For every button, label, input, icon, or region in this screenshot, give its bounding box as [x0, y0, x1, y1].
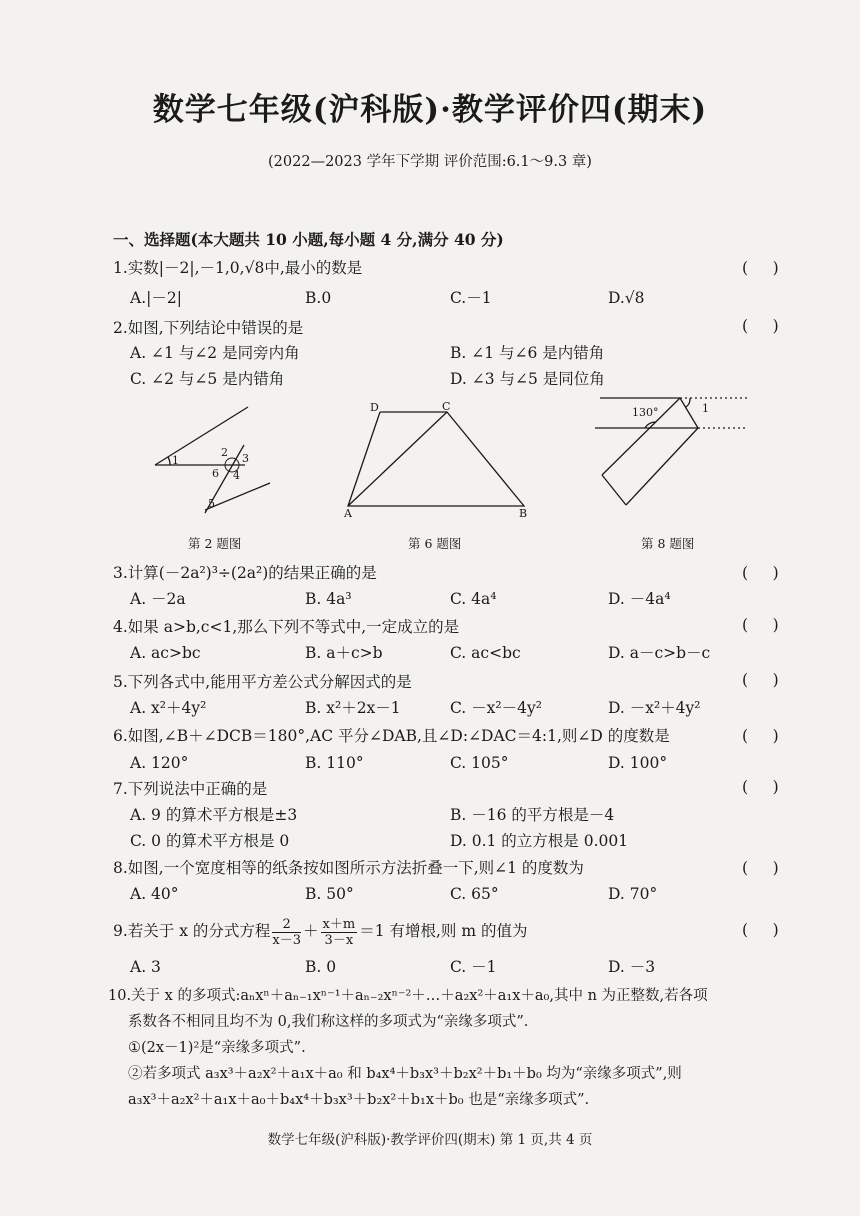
- q3-answer-paren: ( ): [742, 564, 779, 582]
- q1-option-c: C.－1: [450, 289, 492, 307]
- q3-option-c: C. 4a⁴: [450, 590, 497, 608]
- q3-option-a: A. －2a: [130, 590, 186, 608]
- fig8-label-1: 1: [702, 402, 709, 415]
- q9-stem: [113, 914, 527, 948]
- q7-option-a: A. 9 的算术平方根是±3: [130, 806, 298, 824]
- q2-option-a: A. ∠1 与∠2 是同旁内角: [130, 344, 300, 362]
- q3-stem: 3.计算(－2a²)³÷(2a²)的结果正确的是: [113, 564, 377, 582]
- figure-q2: [150, 395, 290, 520]
- q8-option-c: C. 65°: [450, 885, 499, 903]
- fig2-arc-1: [168, 457, 170, 465]
- fig8-caption: 第 8 题图: [641, 536, 695, 551]
- q4-option-a: A. ac>bc: [130, 644, 201, 662]
- q4-stem: 4.如果 a>b,c<1,那么下列不等式中,一定成立的是: [113, 618, 460, 636]
- q7-option-c: C. 0 的算术平方根是 0: [130, 832, 290, 850]
- fig2-label-4: 4: [233, 469, 240, 482]
- q7-answer-paren: ( ): [742, 778, 779, 796]
- fig8-arc-1: [686, 398, 690, 407]
- q1-answer-paren: ( ): [742, 259, 779, 277]
- q1-option-d: D.√8: [608, 289, 645, 307]
- q10-line-2: 系数各不相同且均不为 0,我们称这样的多项式为“亲缘多项式”.: [128, 1014, 529, 1030]
- q9-plus: ＋: [303, 922, 319, 940]
- q5-answer-paren: ( ): [742, 671, 779, 689]
- fig8-strip-right: [626, 428, 698, 505]
- figure-q6: [340, 398, 540, 518]
- q1-option-b: B.0: [305, 289, 332, 307]
- fig2-label-1: 1: [172, 454, 179, 467]
- q2-stem: 2.如图,下列结论中错误的是: [113, 319, 304, 337]
- q4-answer-paren: ( ): [742, 616, 779, 634]
- q9-stem-pre: 9.若关于 x 的分式方程: [113, 922, 271, 940]
- q5-option-c: C. －x²－4y²: [450, 699, 542, 717]
- fig6-caption: 第 6 题图: [408, 536, 462, 551]
- q6-option-c: C. 105°: [450, 754, 509, 772]
- q5-option-b: B. x²＋2x－1: [305, 699, 401, 717]
- q3-option-b: B. 4a³: [305, 590, 352, 608]
- q8-option-a: A. 40°: [130, 885, 179, 903]
- q9-option-a: A. 3: [130, 958, 161, 976]
- q1-option-a: A.|－2|: [130, 289, 182, 307]
- fig2-label-6: 6: [212, 467, 219, 480]
- fig6-label-d: D: [370, 401, 379, 414]
- q10-statement-1: ①(2x－1)²是“亲缘多项式”.: [128, 1040, 306, 1056]
- fig6-label-c: C: [442, 400, 451, 413]
- q4-option-d: D. a－c>b－c: [608, 644, 711, 662]
- q9-option-c: C. －1: [450, 958, 497, 976]
- q7-option-b: B. －16 的平方根是－4: [450, 806, 615, 824]
- q8-stem: 8.如图,一个宽度相等的纸条按如图所示方法折叠一下,则∠1 的度数为: [113, 859, 584, 877]
- q5-option-a: A. x²＋4y²: [130, 699, 207, 717]
- q9-option-b: B. 0: [305, 958, 337, 976]
- q8-answer-paren: ( ): [742, 859, 779, 877]
- q2-option-b: B. ∠1 与∠6 是内错角: [450, 344, 605, 362]
- page-subtitle: (2022—2023 学年下学期 评价范围:6.1～9.3 章): [268, 154, 592, 170]
- fig2-caption: 第 2 题图: [188, 536, 242, 551]
- q4-option-b: B. a＋c>b: [305, 644, 383, 662]
- fig6-trapezoid: [348, 412, 524, 506]
- q2-answer-paren: ( ): [742, 317, 779, 335]
- q7-stem: 7.下列说法中正确的是: [113, 780, 268, 798]
- q9-frac1-numerator: 2: [272, 917, 301, 933]
- q10-statement-2-line-2: a₃x³＋a₂x²＋a₁x＋a₀＋b₄x⁴＋b₃x³＋b₂x²＋b₁x＋b₀ 也是“亲缘多项式”.: [128, 1092, 590, 1108]
- fig2-line-upper: [155, 407, 248, 465]
- q9-option-d: D. －3: [608, 958, 656, 976]
- fig2-label-3: 3: [242, 452, 249, 465]
- section-heading: 一、选择题(本大题共 10 小题,每小题 4 分,满分 40 分): [113, 230, 504, 249]
- fig2-label-2: 2: [221, 446, 228, 459]
- q8-option-d: D. 70°: [608, 885, 658, 903]
- q10-statement-2-line-1: ②若多项式 a₃x³＋a₂x²＋a₁x＋a₀ 和 b₄x⁴＋b₃x³＋b₂x²＋b₁＋b₀ 均为“亲缘多项式”,则: [128, 1066, 682, 1082]
- q9-fraction-1: [272, 917, 301, 948]
- q6-stem: 6.如图,∠B＋∠DCB＝180°,AC 平分∠DAB,且∠D:∠DAC＝4:1,则∠D 的度数是: [113, 727, 670, 745]
- fig8-label-130: 130°: [632, 406, 659, 419]
- q2-option-d: D. ∠3 与∠5 是同位角: [450, 370, 605, 388]
- fig8-strip-end: [602, 475, 626, 505]
- q9-fraction-2: [321, 917, 358, 948]
- q9-stem-post: ＝1 有增根,则 m 的值为: [359, 922, 528, 940]
- figure-q8: [590, 390, 750, 520]
- fig6-diagonal-ac: [348, 412, 447, 506]
- q6-option-a: A. 120°: [130, 754, 189, 772]
- q9-answer-paren: ( ): [742, 921, 779, 939]
- q3-option-d: D. －4a⁴: [608, 590, 671, 608]
- fig2-label-5: 5: [208, 497, 215, 510]
- q9-frac2-denominator: 3－x: [324, 932, 354, 948]
- q6-answer-paren: ( ): [742, 727, 779, 745]
- q10-line-1: 10.关于 x 的多项式:aₙxⁿ＋aₙ₋₁xⁿ⁻¹＋aₙ₋₂xⁿ⁻²＋…＋a₂x²＋a₁x＋a₀,其中 n 为正整数,若各项: [108, 988, 708, 1004]
- q5-option-d: D. －x²＋4y²: [608, 699, 701, 717]
- q2-option-c: C. ∠2 与∠5 是内错角: [130, 370, 285, 388]
- q7-option-d: D. 0.1 的立方根是 0.001: [450, 832, 629, 850]
- q1-stem: 1.实数|－2|,－1,0,√8中,最小的数是: [113, 259, 363, 277]
- page-title: 数学七年级(沪科版)·教学评价四(期末): [152, 92, 708, 128]
- page-footer: 数学七年级(沪科版)·教学评价四(期末) 第 1 页,共 4 页: [267, 1132, 593, 1148]
- q8-option-b: B. 50°: [305, 885, 354, 903]
- fig6-label-b: B: [519, 507, 528, 520]
- q9-frac1-denominator: x－3: [272, 932, 301, 948]
- q6-option-b: B. 110°: [305, 754, 364, 772]
- q4-option-c: C. ac<bc: [450, 644, 521, 662]
- q9-frac2-numerator: x＋m: [322, 916, 356, 932]
- q5-stem: 5.下列各式中,能用平方差公式分解因式的是: [113, 673, 412, 691]
- fig6-label-a: A: [344, 507, 352, 520]
- q6-option-d: D. 100°: [608, 754, 668, 772]
